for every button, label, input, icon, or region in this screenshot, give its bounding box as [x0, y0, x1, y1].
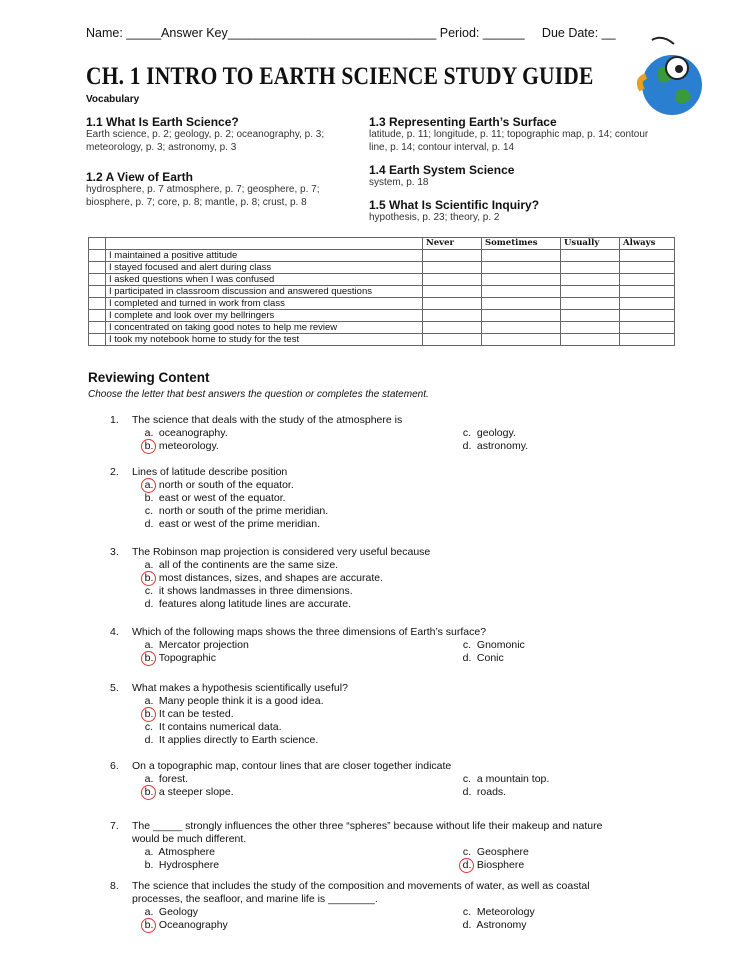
rating-checkbox-cell[interactable] [561, 310, 620, 322]
choice-letter: b. [142, 652, 156, 665]
choice-text: east or west of the prime meridian. [158, 518, 320, 530]
rating-checkbox-cell[interactable] [423, 322, 482, 334]
row-marker-cell [89, 322, 106, 334]
rating-checkbox-cell[interactable] [482, 250, 561, 262]
rating-statement: I asked questions when I was confused [106, 274, 423, 286]
answer-choice-c[interactable] [460, 846, 529, 859]
vocab-section [369, 198, 669, 225]
choice-letter: a. [144, 639, 154, 651]
choice-letter: d. [144, 598, 154, 610]
rating-statement: I took my notebook home to study for the test [106, 334, 423, 346]
choice-text: astronomy. [476, 440, 529, 452]
answer-choice-a[interactable] [142, 695, 324, 708]
vocab-terms: Earth science, p. 2; geology, p. 2; oceanography, p. 3; meteorology, p. 3; astronomy, p. 3 [86, 129, 325, 153]
answer-choice-b[interactable] [142, 572, 383, 585]
answer-choice-d[interactable] [142, 734, 318, 747]
question-number: 8. [110, 880, 119, 892]
answer-choice-d[interactable] [460, 919, 527, 932]
choice-letter: c. [144, 505, 154, 517]
rating-checkbox-cell[interactable] [561, 250, 620, 262]
choice-letter: a. [144, 773, 154, 785]
choice-text: geology. [476, 427, 516, 439]
vocab-heading: 1.2 A View of Earth [86, 170, 193, 184]
rating-checkbox-cell[interactable] [561, 274, 620, 286]
rating-checkbox-cell[interactable] [423, 298, 482, 310]
choice-letter: c. [144, 585, 154, 597]
choice-letter: a. [142, 479, 156, 492]
choice-text: Gnomonic [476, 639, 525, 651]
answer-choice-b[interactable] [142, 492, 286, 505]
choice-text: east or west of the equator. [158, 492, 286, 504]
choice-text: it shows landmasses in three dimensions. [158, 585, 353, 597]
rating-row [89, 334, 675, 346]
choice-letter: b. [144, 859, 154, 871]
rating-checkbox-cell[interactable] [561, 334, 620, 346]
choice-letter: c. [462, 427, 472, 439]
question-number: 2. [110, 466, 119, 478]
instructions: Choose the letter that best answers the question or completes the statement. [88, 389, 429, 400]
choice-letter: a. [144, 427, 154, 439]
choice-letter: b. [142, 708, 156, 721]
rating-checkbox-cell[interactable] [561, 286, 620, 298]
rating-row [89, 322, 675, 334]
choice-letter: b. [142, 572, 156, 585]
answer-choice-c[interactable] [142, 721, 282, 734]
choice-text: Mercator projection [158, 639, 249, 651]
rating-checkbox-cell[interactable] [482, 262, 561, 274]
choice-letter: c. [462, 906, 472, 918]
page-title: CH. 1 INTRO TO EARTH SCIENCE STUDY GUIDE [86, 63, 594, 90]
rating-checkbox-cell[interactable] [423, 310, 482, 322]
answer-choice-b[interactable] [142, 708, 234, 721]
choice-text: Hydrosphere [158, 859, 220, 871]
row-marker-cell [89, 298, 106, 310]
rating-checkbox-cell[interactable] [620, 322, 675, 334]
answer-choice-a[interactable] [142, 906, 198, 919]
choice-text: north or south of the prime meridian. [158, 505, 329, 517]
choice-letter: b. [142, 786, 156, 799]
choice-letter: d. [462, 652, 472, 664]
choice-letter: d. [144, 734, 154, 746]
choice-text: Geosphere [476, 846, 529, 858]
choice-text: north or south of the equator. [158, 479, 294, 491]
choice-letter: b. [142, 919, 156, 932]
answer-choice-c[interactable] [142, 585, 353, 598]
question-number: 4. [110, 626, 119, 638]
choice-letter: a. [144, 906, 154, 918]
question-text: The _____ strongly influences the other three “spheres” because without life their makeup and nature would be much different. [132, 820, 603, 845]
answer-choice-d[interactable] [142, 598, 351, 611]
choice-text: all of the continents are the same size. [158, 559, 339, 571]
rating-checkbox-cell[interactable] [620, 262, 675, 274]
question-text: The Robinson map projection is considered very useful because [132, 546, 431, 558]
choice-letter: d. [462, 786, 472, 798]
rating-row [89, 262, 675, 274]
choice-letter: a. [144, 559, 154, 571]
question-number: 1. [110, 414, 119, 426]
choice-letter: a. [144, 695, 154, 707]
vocab-heading: 1.1 What Is Earth Science? [86, 115, 239, 129]
answer-choice-a[interactable] [142, 639, 249, 652]
answer-choice-b[interactable] [142, 859, 219, 872]
answer-choice-d[interactable] [460, 440, 528, 453]
choice-letter: b. [142, 440, 156, 453]
rating-statement: I concentrated on taking good notes to help me review [106, 322, 423, 334]
rating-checkbox-cell[interactable] [482, 286, 561, 298]
self-rating-table [88, 237, 675, 346]
rating-row [89, 274, 675, 286]
rating-statement: I stayed focused and alert during class [106, 262, 423, 274]
rating-checkbox-cell[interactable] [482, 310, 561, 322]
answer-choice-a[interactable] [142, 846, 215, 859]
choice-letter: d. [462, 919, 472, 931]
choice-letter: c. [144, 721, 154, 733]
choice-text: Oceanography [158, 919, 228, 931]
rating-checkbox-cell[interactable] [423, 334, 482, 346]
name-period-header: Name: _____Answer Key______________________________ Period: ______ Due Date: __ [86, 26, 616, 40]
question-text: Which of the following maps shows the three dimensions of Earth’s surface? [132, 626, 487, 638]
rating-column-header: Always [620, 238, 675, 250]
answer-choice-c[interactable] [460, 773, 549, 786]
choice-text: oceanography. [158, 427, 228, 439]
choice-text: Meteorology [476, 906, 535, 918]
rating-checkbox-cell[interactable] [482, 298, 561, 310]
answer-choice-c[interactable] [460, 427, 516, 440]
choice-text: roads. [476, 786, 507, 798]
vocab-terms: hypothesis, p. 23; theory, p. 2 [369, 212, 500, 223]
answer-choice-a[interactable] [142, 559, 338, 572]
vocab-terms: latitude, p. 11; longitude, p. 11; topographic map, p. 14; contour line, p. 14; contour interval, p. 14 [369, 129, 649, 153]
answer-choice-c[interactable] [460, 906, 535, 919]
vocab-section [369, 115, 669, 154]
rating-checkbox-cell[interactable] [620, 298, 675, 310]
question-number: 3. [110, 546, 119, 558]
answer-choice-a[interactable] [142, 427, 228, 440]
choice-letter: d. [144, 518, 154, 530]
vocabulary-label: Vocabulary [86, 94, 140, 105]
answer-choice-a[interactable] [142, 479, 294, 492]
row-marker-cell [89, 250, 106, 262]
row-marker-cell [89, 262, 106, 274]
blank-header [89, 238, 106, 250]
rating-checkbox-cell[interactable] [620, 250, 675, 262]
choice-letter: b. [144, 492, 154, 504]
earth-mascot-icon [632, 30, 712, 120]
answer-choice-d[interactable] [460, 652, 504, 665]
rating-checkbox-cell[interactable] [482, 322, 561, 334]
choice-text: Geology [158, 906, 199, 918]
choice-text: Topographic [158, 652, 216, 664]
vocab-section [369, 163, 669, 190]
rating-checkbox-cell[interactable] [620, 286, 675, 298]
rating-statement: I completed and turned in work from class [106, 298, 423, 310]
question-text: On a topographic map, contour lines that are closer together indicate [132, 760, 452, 772]
rating-checkbox-cell[interactable] [620, 274, 675, 286]
section-title: Reviewing Content [88, 370, 210, 385]
vocab-heading: 1.3 Representing Earth’s Surface [369, 115, 557, 129]
rating-checkbox-cell[interactable] [482, 334, 561, 346]
choice-text: Biosphere [476, 859, 525, 871]
rating-checkbox-cell[interactable] [423, 286, 482, 298]
row-marker-cell [89, 334, 106, 346]
vocab-heading: 1.5 What Is Scientific Inquiry? [369, 198, 540, 212]
question-text: What makes a hypothesis scientifically useful? [132, 682, 348, 694]
question-number: 5. [110, 682, 119, 694]
choice-text: Astronomy [476, 919, 527, 931]
row-marker-cell [89, 310, 106, 322]
answer-choice-c[interactable] [460, 639, 525, 652]
choice-text: It can be tested. [158, 708, 234, 720]
vocab-terms: hydrosphere, p. 7 atmosphere, p. 7; geosphere, p. 7; biosphere, p. 7; core, p. 8; mantle, p. 8; crust, p. 8 [86, 184, 320, 208]
question-text: The science that deals with the study of the atmosphere is [132, 414, 403, 426]
choice-text: forest. [158, 773, 189, 785]
choice-letter: d. [462, 440, 472, 452]
question-number: 6. [110, 760, 119, 772]
row-marker-cell [89, 274, 106, 286]
rating-checkbox-cell[interactable] [423, 262, 482, 274]
answer-choice-d[interactable] [460, 859, 524, 872]
rating-row [89, 250, 675, 262]
rating-column-header: Usually [561, 238, 620, 250]
choice-text: a mountain top. [476, 773, 550, 785]
answer-choice-b[interactable] [142, 786, 234, 799]
vocab-section [86, 115, 356, 154]
choice-letter: d. [460, 859, 474, 872]
vocab-terms: system, p. 18 [369, 177, 429, 188]
choice-letter: c. [462, 639, 472, 651]
choice-text: Many people think it is a good idea. [158, 695, 324, 707]
rating-checkbox-cell[interactable] [482, 274, 561, 286]
answer-choice-b[interactable] [142, 919, 228, 932]
question-text: The science that includes the study of the composition and movements of water, as well as coastal processes, the seafloor, and marine life is ________. [132, 880, 590, 905]
choice-text: Atmosphere [158, 846, 215, 858]
rating-checkbox-cell[interactable] [561, 262, 620, 274]
rating-row [89, 286, 675, 298]
choice-text: It contains numerical data. [158, 721, 282, 733]
choice-text: meteorology. [158, 440, 219, 452]
rating-statement: I complete and look over my bellringers [106, 310, 423, 322]
rating-checkbox-cell[interactable] [423, 250, 482, 262]
answer-choice-b[interactable] [142, 652, 216, 665]
answer-choice-c[interactable] [142, 505, 328, 518]
rating-column-header: Sometimes [482, 238, 561, 250]
vocab-section [86, 170, 361, 209]
choice-text: Conic [476, 652, 504, 664]
answer-choice-b[interactable] [142, 440, 219, 453]
choice-letter: c. [462, 846, 472, 858]
question-text: Lines of latitude describe position [132, 466, 288, 478]
question-number: 7. [110, 820, 119, 832]
rating-row [89, 310, 675, 322]
rating-statement: I maintained a positive attitude [106, 250, 423, 262]
choice-letter: a. [144, 846, 154, 858]
choice-text: a steeper slope. [158, 786, 234, 798]
statement-header [106, 238, 423, 250]
vocab-heading: 1.4 Earth System Science [369, 163, 515, 177]
answer-choice-d[interactable] [460, 786, 506, 799]
choice-letter: c. [462, 773, 472, 785]
choice-text: It applies directly to Earth science. [158, 734, 319, 746]
rating-statement: I participated in classroom discussion and answered questions [106, 286, 423, 298]
rating-checkbox-cell[interactable] [620, 334, 675, 346]
choice-text: features along latitude lines are accurate. [158, 598, 351, 610]
choice-text: most distances, sizes, and shapes are accurate. [158, 572, 384, 584]
row-marker-cell [89, 286, 106, 298]
rating-checkbox-cell[interactable] [561, 298, 620, 310]
rating-row [89, 298, 675, 310]
rating-checkbox-cell[interactable] [620, 310, 675, 322]
answer-choice-d[interactable] [142, 518, 320, 531]
rating-checkbox-cell[interactable] [423, 274, 482, 286]
rating-checkbox-cell[interactable] [561, 322, 620, 334]
rating-column-header: Never [423, 238, 482, 250]
